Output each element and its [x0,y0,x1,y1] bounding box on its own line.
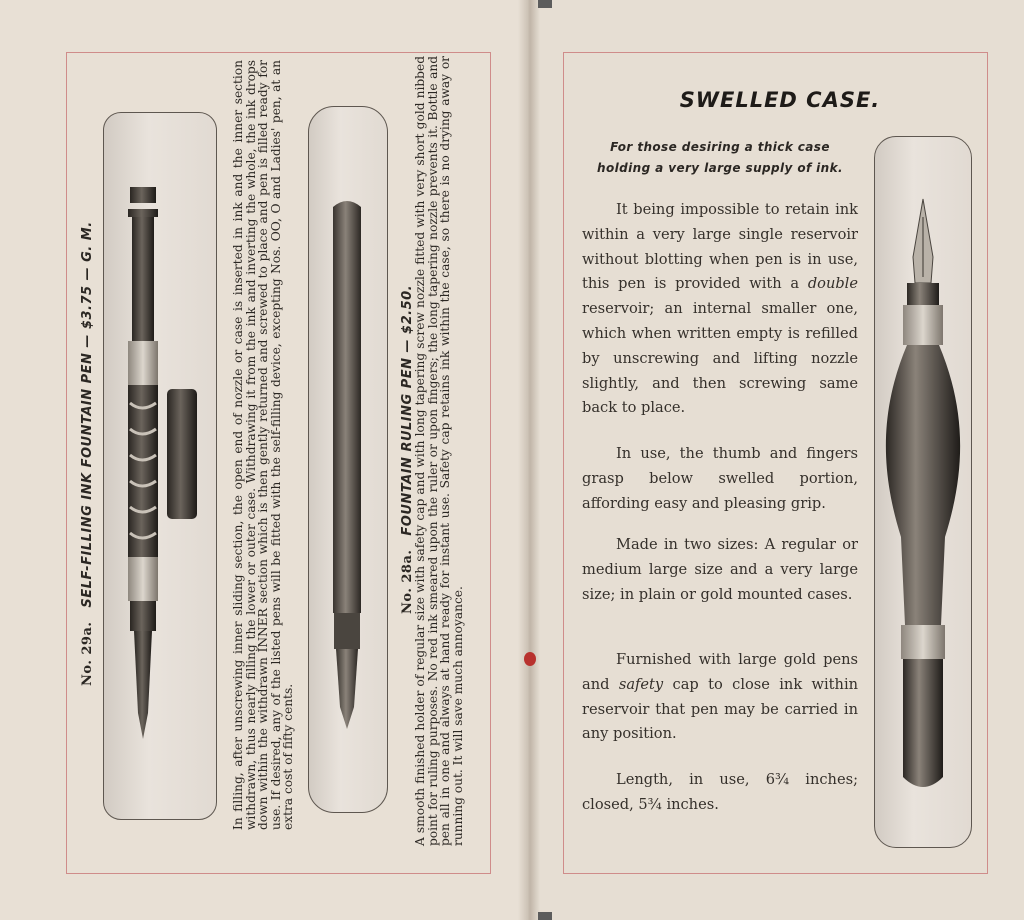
pen-29a-title [80,221,95,686]
swelled-case-pen-card [874,136,972,848]
ruling-pen-illustration [309,107,387,812]
paragraph-reservoir [582,198,858,421]
p1-end: reservoir; an internal smaller one, which when written empty is refilled by unscrewing and lifting nozzle slightly, and then screwing same back to place. [582,300,858,417]
page-title: SWELLED CASE. [679,88,881,112]
p4-end: cap to close ink within reservoir that pen may be carried in any position. [582,675,859,743]
self-filling-pen-illustration [104,113,216,819]
intro-text [580,137,860,179]
book-gutter [518,0,540,920]
intro-line-1: For those desiring a thick case [610,140,830,154]
bottom-binding-tab [538,912,552,920]
p1-start: It being impossible to retain ink within a very large single reservoir without blotting when pen is in use, this pen is provided with a [582,201,858,293]
paragraph-length: Length, in use, 6¾ inches; closed, 5¾ inches. [582,771,858,813]
paragraph-grip: In use, the thumb and fingers grasp below swelled portion, affording easy and pleasing grip. [582,445,858,512]
paragraph-safety-cap [582,648,858,747]
pen-28a-description: A smooth finished holder of regular size with safety cap and with long tapering screw nozzle fitted with very short gold nibbed point for ruling purposes. No red ink smeared upon the ruler or upon fingers; the long tapering nozzle prevents it. Bottle and pen all in one and always at hand ready for instant use. Safety cap retains ink within the case, so there is no drying away or running out. It will save much annoyance. [413,56,465,846]
pen-29a-description: In filling, after unscrewing inner sliding section, the open end of nozzle or case is inserted in ink and the inner section withdrawn, thus nearly filling the lower or outer case. Withdrawing it from the ink and inverting the whole, the ink drops down within the withdrawn INNER section which is then gently returned and screwed to place and pen is filled ready for use. If desired, any of the listed pens will be fitted with the self-filling device, excepting Nos. OO, O and Ladies' pen, at an extra cost of fifty cents. [231,60,296,830]
red-wax-seal [524,652,536,666]
ruling-pen-card [308,106,388,813]
pen-28a-title-text: FOUNTAIN RULING PEN — $2.50. [400,284,415,536]
top-binding-tab [538,0,552,8]
pen-29a-number: No. 29a. [80,621,95,686]
intro-line-2: holding a very large supply of ink. [597,161,843,175]
pen-29a-title-text: SELF-FILLING INK FOUNTAIN PEN — $3.75 — G. M. [80,221,95,608]
p4-emphasis: safety [618,675,664,693]
pen-28a-number: No. 28a. [400,549,415,614]
p1-emphasis: double [807,275,858,293]
self-filling-pen-card [103,112,217,820]
paragraph-sizes: Made in two sizes: A regular or medium large size and a very large size; in plain or gold mounted cases. [582,536,858,603]
p4-start: Furnished with large gold pens and [582,651,858,693]
swelled-case-pen-illustration [875,137,971,847]
